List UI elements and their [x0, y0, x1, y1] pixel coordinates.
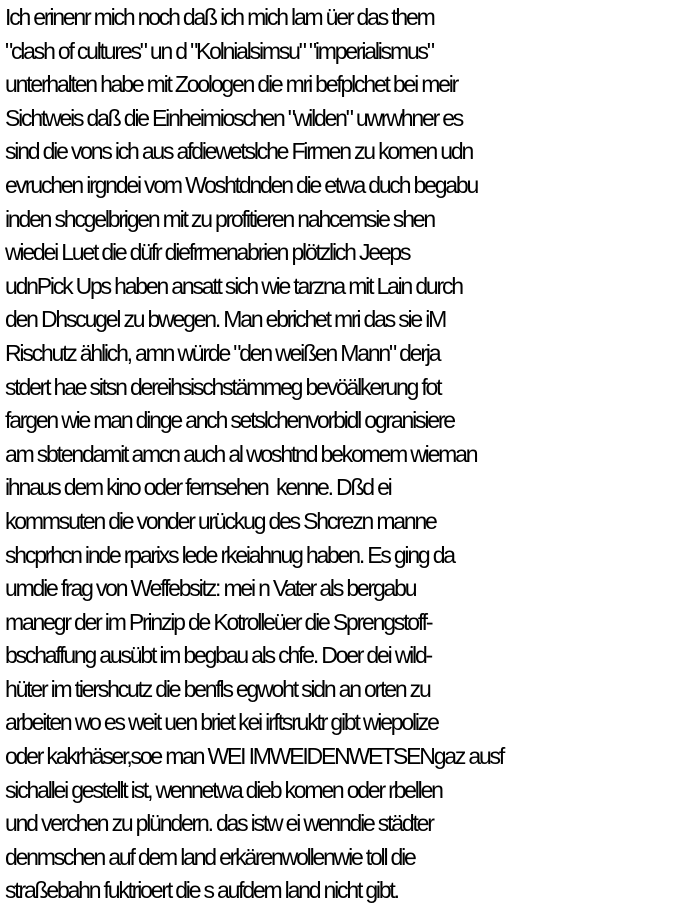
text-line: straßebahn fuktrioert die s aufdem land nicht gibt. — [5, 877, 398, 904]
text-line: und verchen zu plündern. das istw ei wenndie städter — [5, 810, 433, 837]
text-line: den Dhscugel zu bwegen. Man ebrichet mri das sie iM — [5, 306, 446, 333]
text-line: sichallei gestellt ist, wennetwa dieb komen oder rbellen — [5, 776, 442, 803]
text-line: arbeiten wo es weit uen briet kei irftsruktr gibt wiepolize — [5, 709, 438, 736]
text-line: Ich erinenr mich noch daß ich mich lam üer das them — [5, 4, 434, 30]
text-line: oder kakrhäser,soe man WEI IMWEIDENWETSENgaz ausf — [5, 743, 504, 770]
text-line: manegr der im Prinzip de Kotrolleüer die Sprengstoff- — [5, 608, 432, 635]
text-line: stdert hae sitsn dereihsischstämmeg bevöälkerung fot — [5, 373, 441, 400]
text-line: evruchen irgndei vom Woshtdnden die etwa duch begabu — [5, 171, 478, 198]
text-line: am sbtendamit amcn auch al woshtnd bekomem wieman — [5, 440, 477, 467]
text-line: shcprhcn inde rparixs lede rkeiahnug haben. Es ging da — [5, 541, 454, 568]
text-line: udnPick Ups haben ansatt sich wie tarzna mit Lain durch — [5, 272, 462, 299]
text-line: wiedei Luet die düfr diefrmenabrien plötzlich Jeeps — [5, 239, 410, 266]
text-line: bschaffung ausübt im begbau als chfe. Doer dei wild- — [5, 642, 431, 669]
text-line: unterhalten habe mit Zoologen die mri befplchet bei meir — [5, 71, 458, 98]
text-line: sind die vons ich aus afdiewetslche Firmen zu komen udn — [5, 138, 473, 165]
body-text — [5, 1, 684, 908]
text-line: kommsuten die vonder urückug des Shcrezn manne — [5, 507, 436, 534]
text-line: ihnaus dem kino oder fernsehen kenne. Dßd ei — [5, 474, 391, 501]
text-line: umdie frag von Weffebsitz: mei n Vater als bergabu — [5, 575, 416, 602]
text-line: Sichtweis daß die Einheimioschen "wilden" uwrwhner es — [5, 104, 463, 131]
text-line: "clash of cultures" un d "Kolnialsimsu" "imperialismus" — [5, 37, 433, 64]
text-line: fargen wie man dinge anch setslchenvorbidl ogranisiere — [5, 407, 454, 434]
text-line: denmschen auf dem land erkärenwollenwie toll die — [5, 843, 415, 870]
text-line: hüter im tiershcutz die benfls egwoht sidn an orten zu — [5, 675, 430, 702]
text-line: inden shcgelbrigen mit zu profitieren nahcemsie shen — [5, 205, 434, 232]
text-line: Rischutz ählich, amn würde "den weißen Mann" derja — [5, 339, 440, 366]
